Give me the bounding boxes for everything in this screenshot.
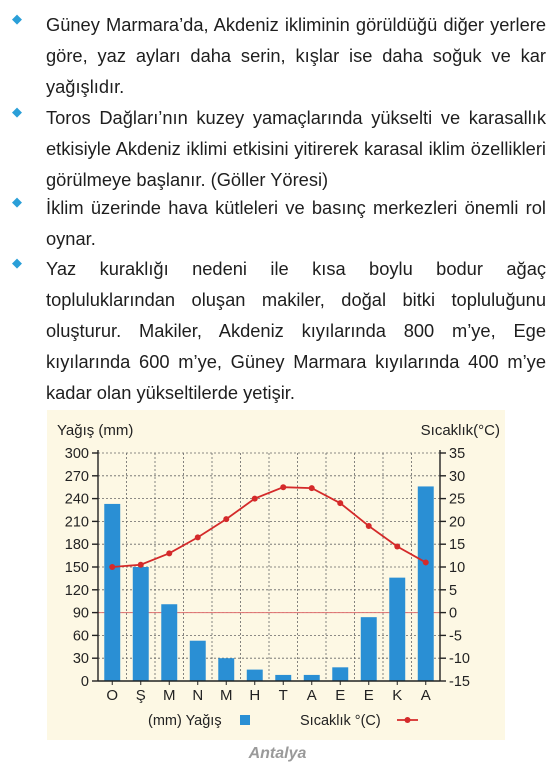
left-tick-label: 210 [64, 514, 89, 531]
diamond-bullet-icon: ◆ [12, 11, 22, 26]
x-tick-label: M [220, 687, 233, 704]
x-tick-label: H [249, 687, 261, 704]
right-tick-label: 30 [449, 468, 466, 485]
diamond-bullet-icon: ◆ [12, 104, 22, 119]
precipitation-bar [104, 504, 120, 681]
legend-label-precipitation: (mm) Yağış [148, 713, 222, 729]
left-tick-label: 300 [64, 446, 89, 462]
temperature-point [337, 500, 343, 506]
temperature-point [423, 559, 429, 565]
right-tick-label: 0 [449, 605, 458, 622]
left-tick-label: 30 [72, 651, 89, 668]
precipitation-bar [247, 670, 263, 681]
legend-precipitation-swatch [240, 715, 250, 725]
x-tick-label: M [163, 687, 176, 704]
precipitation-bar [133, 567, 149, 681]
right-axis-title: Sıcaklık(°C) [420, 422, 500, 439]
temperature-point [223, 516, 229, 522]
precipitation-bar [161, 604, 177, 681]
left-tick-label: 240 [64, 491, 89, 508]
temperature-point [366, 523, 372, 529]
chart-caption: Antalya [248, 745, 307, 762]
legend-label-temperature: Sıcaklık °(C) [300, 713, 381, 729]
right-tick-label: 15 [449, 537, 466, 554]
x-tick-label: N [192, 687, 204, 704]
temperature-point [252, 496, 258, 502]
precipitation-bar [418, 486, 434, 681]
temperature-point [138, 562, 144, 568]
diamond-bullet-icon: ◆ [12, 194, 22, 209]
x-tick-label: T [278, 687, 288, 704]
bullet-text: Güney Marmara’da, Akdeniz ikliminin görüldüğü diğer yerlere göre, yaz ayları daha serin, kışlar ise daha soğuk ve kar yağışlıdır. [46, 14, 546, 97]
left-tick-label: 120 [64, 582, 89, 599]
temperature-point [280, 484, 286, 490]
temperature-line [112, 487, 426, 567]
x-tick-label: E [363, 687, 374, 704]
precipitation-bar [361, 617, 377, 681]
right-tick-label: -10 [449, 651, 470, 668]
temperature-point [195, 534, 201, 540]
precipitation-bar [304, 675, 320, 681]
temperature-point [309, 485, 315, 491]
left-tick-label: 60 [72, 628, 89, 645]
precipitation-bar [190, 641, 206, 681]
x-tick-label: O [106, 687, 119, 704]
right-tick-label: 25 [449, 491, 466, 508]
temperature-point [109, 564, 115, 570]
right-tick-label: 20 [449, 514, 466, 531]
precipitation-bar [389, 578, 405, 681]
temperature-point [166, 550, 172, 556]
x-tick-label: A [306, 687, 317, 704]
temperature-point [394, 543, 400, 549]
bullet-text: Yaz kuraklığı nedeni ile kısa boylu bodur ağaç topluluklarından oluşan makiler, doğal bitki topluluğunu oluşturur. Makiler, Akdeniz kıyılarında 800 m’ye, Ege kıyılarında 600 m’ye, Güney Marmara kıyılarında 400 m’ye kadar olan yükseltilerde yetişir. [46, 258, 546, 403]
precipitation-bar [275, 675, 291, 681]
precipitation-bar [332, 667, 348, 681]
right-tick-label: 5 [449, 582, 458, 599]
x-tick-label: K [392, 687, 403, 704]
precipitation-bar [218, 658, 234, 681]
bullet-text: İklim üzerinde hava kütleleri ve basınç merkezleri önemli rol oynar. [46, 197, 546, 249]
bullet-text: Toros Dağları’nın kuzey yamaçlarında yükselti ve karasallık etkisiyle Akdeniz iklimi etkisini yitirerek karasal iklim özellikleri görülmeye başlanır. (Göller Yöresi) [46, 107, 546, 190]
right-tick-label: 35 [449, 446, 466, 462]
left-tick-label: 150 [64, 560, 89, 576]
left-tick-label: 270 [64, 468, 89, 485]
right-tick-label: -5 [449, 628, 462, 645]
right-tick-label: -15 [449, 674, 470, 690]
left-tick-label: 180 [64, 537, 89, 554]
diamond-bullet-icon: ◆ [12, 255, 22, 270]
right-tick-label: 10 [449, 560, 466, 576]
x-tick-label: E [335, 687, 346, 704]
left-tick-label: 90 [72, 605, 89, 622]
left-tick-label: 0 [80, 674, 89, 690]
legend-temperature-dot [405, 717, 411, 723]
x-tick-label: A [420, 687, 431, 704]
left-axis-title: Yağış (mm) [57, 422, 134, 439]
x-tick-label: Ş [135, 687, 146, 704]
